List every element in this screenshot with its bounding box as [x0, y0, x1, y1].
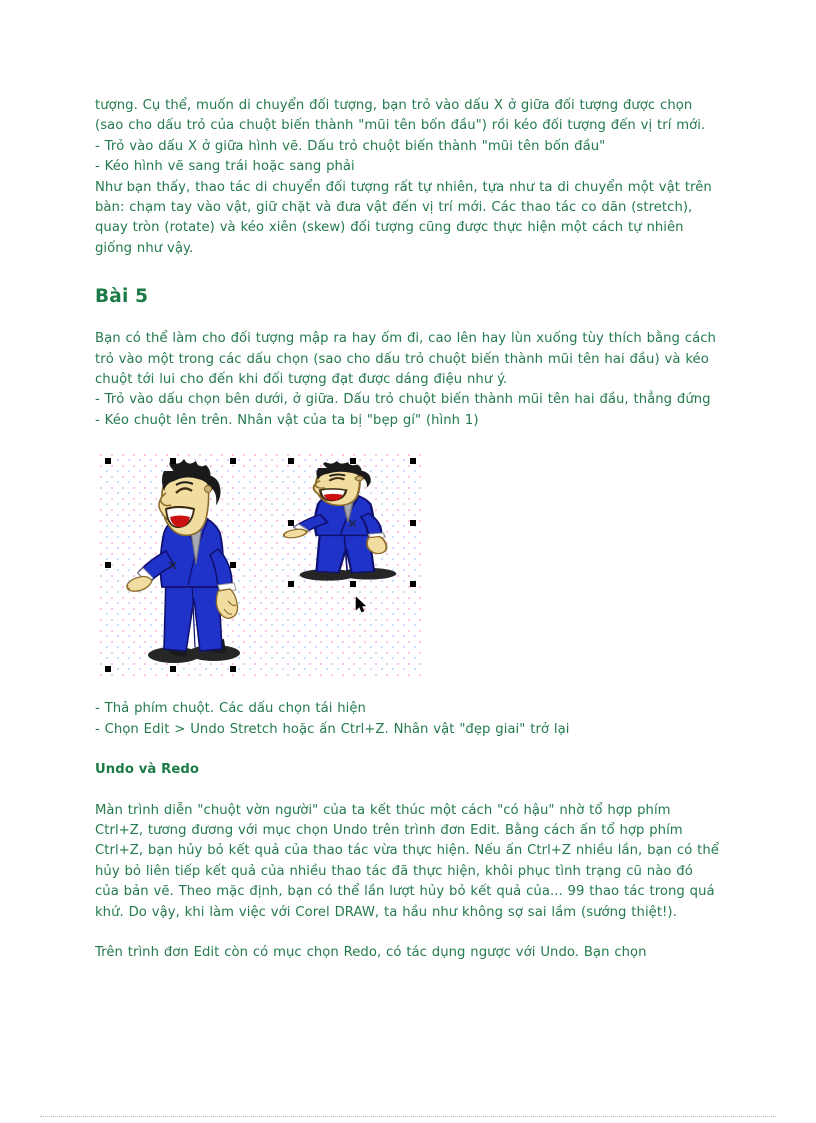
document-content: [95, 96, 719, 963]
spacer-before-subheading: [95, 740, 719, 760]
selection-handle-s[interactable]: [350, 581, 356, 587]
bullet-point-3: - Trỏ vào dấu chọn bên dưới, ở giữa. Dấu trỏ chuột biến thành mũi tên hai đầu, thẳng đứng: [95, 392, 711, 408]
selection-handle-s[interactable]: [170, 666, 176, 672]
paragraph-move-object: Như bạn thấy, thao tác di chuyển đối tượng rất tự nhiên, tựa như ta di chuyển một vật trên bàn: chạm tay vào vật, giữ chặt và đưa vật đến vị trí mới. Các thao tác co dãn (stretch), quay tròn (rotate) và kéo xiên (skew) đối tượng cũng được thực hiện một cách tự nhiên giống như vậy.: [95, 179, 712, 256]
selection-handle-ne[interactable]: [410, 458, 416, 464]
selection-handle-se[interactable]: [410, 581, 416, 587]
selection-handle-sw[interactable]: [288, 581, 294, 587]
selection-handle-sw[interactable]: [105, 666, 111, 672]
page-heading-bai5: Bài 5: [95, 286, 149, 308]
spacer-after-heading: [95, 309, 719, 329]
object-center-marker-left: [168, 561, 177, 570]
selection-handle-e[interactable]: [230, 562, 236, 568]
spacer-before-redo: [95, 923, 719, 943]
bullet-point-6: - Chọn Edit > Undo Stretch hoặc ấn Ctrl+Z. Nhân vật "đẹp giai" trở lại: [95, 721, 570, 737]
selection-handle-e[interactable]: [410, 520, 416, 526]
figure-stretch-demo: [98, 451, 423, 679]
subheading-undo-redo: Undo và Redo: [95, 762, 200, 778]
spacer-after-figure: [95, 679, 719, 699]
selection-handle-w[interactable]: [105, 562, 111, 568]
spacer-after-subheading: [95, 781, 719, 801]
selection-handle-nw[interactable]: [105, 458, 111, 464]
paragraph-intro: tượng. Cụ thể, muốn di chuyển đối tượng, bạn trỏ vào dấu X ở giữa đối tượng được chọn (sao cho dấu trỏ của chuột biến thành "mũi tên bốn đầu") rồi kéo đối tượng đến vị trí mới.: [95, 98, 706, 134]
bullet-point-5: - Thả phím chuột. Các dấu chọn tái hiện: [95, 701, 366, 717]
object-center-marker-right: [348, 519, 357, 528]
selection-handle-n[interactable]: [170, 458, 176, 464]
paragraph-redo: Trên trình đơn Edit còn có mục chọn Redo, có tác dụng ngược với Undo. Bạn chọn: [95, 944, 647, 960]
paragraph-stretch: Bạn có thể làm cho đối tượng mập ra hay ốm đi, cao lên hay lùn xuống tùy thích bằng cách trỏ vào một trong các dấu chọn (sao cho dấu trỏ chuột biến thành mũi tên hai đầu) và kéo chuột tới lui cho đến khi đối tượng đạt được dáng điệu như ý.: [95, 331, 716, 388]
bullet-point-1: - Trỏ vào dấu X ở giữa hình vẽ. Dấu trỏ chuột biến thành "mũi tên bốn đầu": [95, 138, 606, 154]
bullet-point-2: - Kéo hình vẽ sang trái hoặc sang phải: [95, 159, 355, 175]
paragraph-undo: Màn trình diễn "chuột vờn người" của ta kết thúc một cách "có hậu" nhờ tổ hợp phím Ctrl+Z, tương đương với mục chọn Undo trên trình đơn Edit. Bằng cách ấn tổ hợp phím Ctrl+Z, bạn hủy bỏ kết quả của thao tác vừa thực hiện. Nếu ấn Ctrl+Z nhiều lần, bạn có thể hủy bỏ liên tiếp kết quả của nhiều thao tác đã thực hiện, khôi phục tình trạng cũ nào đó của bản vẽ. Theo mặc định, bạn có thể lần lượt hủy bỏ kết quả của... 99 thao tác trong quá khứ. Do vậy, khi làm việc với Corel DRAW, ta hầu như không sợ sai lầm (sướng thiệt!).: [95, 802, 719, 920]
selection-handle-se[interactable]: [230, 666, 236, 672]
selection-handle-ne[interactable]: [230, 458, 236, 464]
selection-handle-w[interactable]: [288, 520, 294, 526]
bullet-point-4: - Kéo chuột lên trên. Nhân vật của ta bị "bẹp gí" (hình 1): [95, 412, 479, 428]
spacer-before-figure: [95, 431, 719, 451]
spacer-before-heading: [95, 259, 719, 285]
selection-handle-n[interactable]: [350, 458, 356, 464]
mouse-pointer-icon: [355, 596, 367, 614]
selection-handle-nw[interactable]: [288, 458, 294, 464]
page-footer-rule: [40, 1116, 776, 1118]
cartoon-businessman-normal[interactable]: [126, 459, 266, 669]
